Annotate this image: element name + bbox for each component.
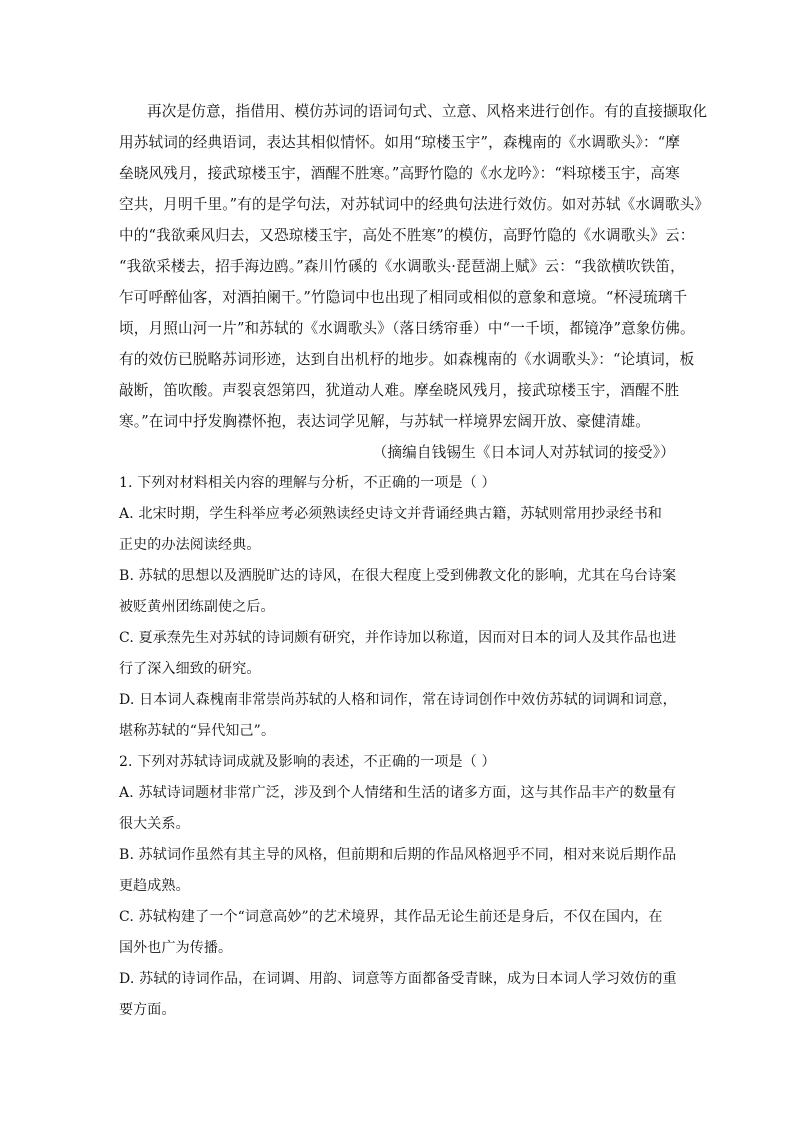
- passage-source: （摘编自钱锡生《日本词人对苏轼词的接受》）: [372, 444, 675, 461]
- passage-line: 敲断，笛吹酸。声裂哀怨第四，犹道动人难。摩垒晓风残月，接武琼楼玉宇，酒醒不胜: [119, 382, 680, 399]
- passage-line: 顷，月照山河一片”和苏轼的《水调歌头》（落日绣帘垂）中“一千顷，都镜净”意象仿佛。: [119, 320, 695, 337]
- passage-line: 用苏轼词的经典语词，表达其相似情怀。如用“琼楼玉宇”，森槐南的《水调歌头》：“摩: [119, 134, 681, 151]
- option-line: A. 苏轼诗词题材非常广泛，涉及到个人情绪和生活的诸多方面，这与其作品丰产的数量有: [119, 785, 677, 801]
- passage-line: 再次是仿意，指借用、模仿苏词的语词句式、立意、风格来进行创作。有的直接撷取化: [147, 103, 708, 120]
- question-stem: 1. 下列对材料相关内容的理解与分析，不正确的一项是（ ）: [119, 475, 496, 491]
- document-page: [119, 96, 710, 1026]
- option-line: C. 苏轼构建了一个“词意高妙”的艺术境界，其作品无论生前还是身后，不仅在国内，在: [119, 909, 663, 925]
- option-line: C. 夏承焘先生对苏轼的诗词颇有研究，并作诗加以称道，因而对日本的词人及其作品也进: [119, 630, 677, 646]
- passage-line: 有的效仿已脱略苏词形迹，达到自出机杼的地步。如森槐南的《水调歌头》：“论填词，板: [119, 351, 695, 368]
- passage-line: “我欲采楼去，招手海边鸥。”森川竹磎的《水调歌头·琵琶湖上赋》云：“我欲横吹铁笛，: [119, 258, 685, 275]
- passage: [119, 96, 710, 468]
- option-line: A. 北宋时期，学生科举应考必须熟读经史诗文并背诵经典古籍，苏轼则常用抄录经书和: [119, 506, 663, 522]
- passage-line: 乍可呼醉仙客，对酒拍阑干。”竹隐词中也出现了相同或相似的意象和意境。“杯浸琉璃千: [119, 289, 688, 306]
- passage-line: 寒。”在词中抒发胸襟怀抱，表达词学见解，与苏轼一样境界宏阔开放、豪健清雄。: [119, 413, 651, 430]
- option-line: 要方面。: [119, 1002, 176, 1018]
- option-d[interactable]: [119, 964, 679, 1026]
- option-line: 堪称苏轼的“异代知己”。: [119, 723, 276, 739]
- question-1: [119, 468, 679, 747]
- option-line: B. 苏轼的思想以及洒脱旷达的诗风，在很大程度上受到佛教文化的影响，尤其在乌台诗案: [119, 568, 677, 584]
- option-line: D. 日本词人森槐南非常崇尚苏轼的人格和词作，常在诗词创作中效仿苏轼的词调和词意，: [119, 692, 677, 708]
- option-line: 被贬黄州团练副使之后。: [119, 599, 275, 615]
- option-c[interactable]: [119, 623, 679, 685]
- option-line: 更趋成熟。: [119, 878, 190, 894]
- option-b[interactable]: [119, 840, 679, 902]
- question-stem: 2. 下列对苏轼诗词成就及影响的表述，不正确的一项是（ ）: [119, 754, 496, 770]
- option-line: B. 苏轼词作虽然有其主导的风格，但前期和后期的作品风格迥乎不同，相对来说后期作品: [119, 847, 677, 863]
- question-2: [119, 747, 679, 1026]
- passage-line: 中的“我欲乘风归去，又恐琼楼玉宇，高处不胜寒”的模仿，高野竹隐的《水调歌头》云：: [119, 227, 695, 244]
- passage-line: 空共，月明千里。”有的是学句法，对苏轼词中的经典句法进行效仿。如对苏轼《水调歌头》: [119, 196, 710, 213]
- option-line: 国外也广为传播。: [119, 940, 233, 956]
- option-d[interactable]: [119, 685, 679, 747]
- option-line: 正史的办法阅读经典。: [119, 537, 261, 553]
- option-line: 行了深入细致的研究。: [119, 661, 261, 677]
- option-b[interactable]: [119, 561, 679, 623]
- option-a[interactable]: [119, 499, 679, 561]
- option-line: 很大关系。: [119, 816, 190, 832]
- option-a[interactable]: [119, 778, 679, 840]
- passage-line: 垒晓风残月，接武琼楼玉宇，酒醒不胜寒。”高野竹隐的《水龙吟》：“料琼楼玉宇，高寒: [119, 165, 680, 182]
- option-c[interactable]: [119, 902, 679, 964]
- option-line: D. 苏轼的诗词作品，在词调、用韵、词意等方面都备受青睐，成为日本词人学习效仿的重: [119, 971, 677, 987]
